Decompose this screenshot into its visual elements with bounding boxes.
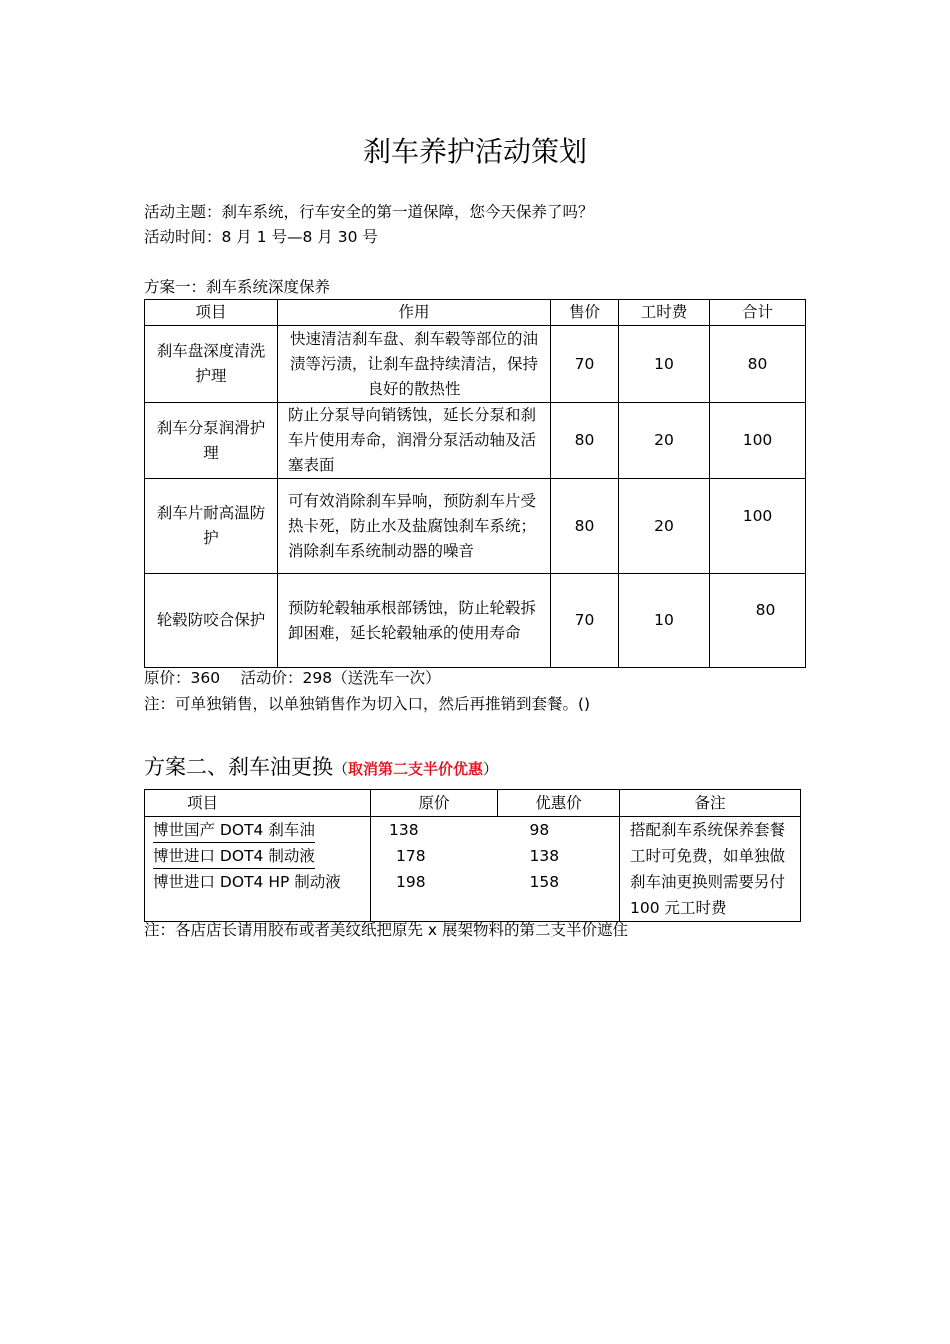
- row-description: 预防轮毂轴承根部锈蚀，防止轮毂拆卸困难，延长轮毂轴承的使用寿命: [278, 574, 551, 668]
- row-labor: 20: [619, 479, 710, 574]
- table-row: [145, 326, 806, 403]
- row-price: 80: [551, 403, 619, 479]
- header-labor: 工时费: [619, 300, 710, 326]
- plan2-heading-open: （: [333, 760, 349, 778]
- plan2-heading-highlight: 取消第二支半价优惠: [348, 760, 484, 778]
- plan1-price-line: 原价：360 活动价：298（送洗车一次）: [144, 669, 441, 687]
- table-header-row: [145, 790, 801, 817]
- row-item: 博世进口 DOT4 HP 制动液: [145, 869, 371, 895]
- table-row: [145, 403, 806, 479]
- header-price: 原价: [371, 790, 498, 817]
- header-item: 项目: [145, 790, 371, 817]
- row-price: 70: [551, 574, 619, 668]
- row-price: 80: [551, 479, 619, 574]
- row-discount: 138: [498, 843, 620, 869]
- row-total: 80: [710, 326, 806, 403]
- row-price: 178: [371, 843, 498, 869]
- header-price: 售价: [551, 300, 619, 326]
- header-total: 合计: [710, 300, 806, 326]
- header-discount: 优惠价: [498, 790, 620, 817]
- plan2-table: [144, 789, 801, 922]
- plan1-table: [144, 299, 806, 668]
- document-title: 刹车养护活动策划: [362, 135, 587, 168]
- row-discount: 158: [498, 869, 620, 895]
- row-item: 刹车盘深度清洗护理: [145, 326, 278, 403]
- plan2-note: 注：各店店长请用胶布或者美纹纸把原先 x 展架物料的第二支半价遮住: [144, 921, 629, 939]
- plan1-note: 注：可单独销售，以单独销售作为切入口，然后再推销到套餐。(): [144, 695, 591, 713]
- row-total: 80: [710, 574, 806, 668]
- activity-theme: 活动主题：刹车系统，行车安全的第一道保障，您今天保养了吗？: [144, 203, 594, 221]
- row-price: 138: [371, 817, 498, 844]
- table-row: [145, 479, 806, 574]
- table-row: [145, 817, 801, 844]
- row-labor: 10: [619, 574, 710, 668]
- plan2-heading-close: ）: [483, 760, 499, 778]
- row-total: 100: [710, 479, 806, 574]
- row-description: 防止分泵导向销锈蚀，延长分泵和刹车片使用寿命，润滑分泵活动轴及活塞表面: [278, 403, 551, 479]
- header-function: 作用: [278, 300, 551, 326]
- row-price: 198: [371, 869, 498, 895]
- row-item: 刹车片耐高温防护: [145, 479, 278, 574]
- row-labor: 10: [619, 326, 710, 403]
- row-item: 刹车分泵润滑护理: [145, 403, 278, 479]
- row-total: 100: [710, 403, 806, 479]
- activity-time: 活动时间：8 月 1 号—8 月 30 号: [144, 228, 378, 246]
- header-item: 项目: [145, 300, 278, 326]
- table-header-row: [145, 300, 806, 326]
- row-price: 70: [551, 326, 619, 403]
- table-row: [145, 574, 806, 668]
- row-description: 可有效消除刹车异响，预防刹车片受热卡死，防止水及盐腐蚀刹车系统；消除刹车系统制动器的噪音: [278, 479, 551, 574]
- plan2-heading: [144, 751, 498, 785]
- plan2-heading-text: 方案二、刹车油更换: [144, 755, 333, 779]
- row-item: 博世进口 DOT4 制动液: [145, 843, 371, 869]
- row-description: 快速清洁刹车盘、刹车毂等部位的油渍等污渍，让刹车盘持续清洁，保持良好的散热性: [278, 326, 551, 403]
- plan1-heading: 方案一：刹车系统深度保养: [144, 278, 331, 296]
- header-remark: 备注: [620, 790, 801, 817]
- row-discount: 98: [498, 817, 620, 844]
- row-item: 博世国产 DOT4 刹车油: [145, 817, 371, 844]
- row-remark: 搭配刹车系统保养套餐工时可免费，如单独做刹车油更换则需要另付 100 元工时费: [620, 817, 801, 922]
- row-labor: 20: [619, 403, 710, 479]
- row-item: 轮毂防咬合保护: [145, 574, 278, 668]
